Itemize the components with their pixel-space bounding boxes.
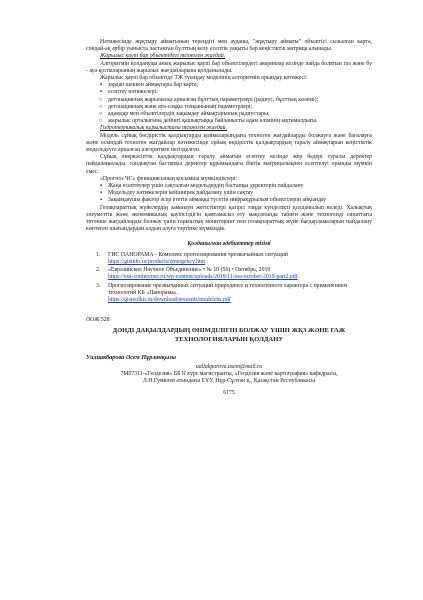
references-heading: Қолданылған әдебиеттер тізімі bbox=[187, 241, 271, 248]
references-list bbox=[86, 252, 372, 304]
list-item-text: детонациялық және ауа-соққы толқынының параметрлері; bbox=[108, 103, 253, 110]
reference-text: «Евразийское Научное Объединение» • № 10 (56) • Октябрь, 2019 bbox=[108, 267, 271, 274]
list-item-text: адамдар мен объектілердің зақымдау аймақтарының радиустары; bbox=[108, 111, 270, 118]
square-bullet-icon: ▪ bbox=[100, 89, 103, 96]
author-name: Уалиакбарова Әсем Нұрланқызы bbox=[86, 353, 176, 361]
square-bullet-icon: ▪ bbox=[100, 82, 103, 89]
list-item bbox=[86, 97, 372, 104]
reference-link[interactable]: https://esa-conference.ru/wp-content/uploads/2019/11/esa-october-2019-part2.pdf bbox=[108, 274, 298, 281]
explosion-sub-list bbox=[86, 97, 372, 126]
explosion-bullet-list bbox=[86, 82, 372, 96]
reference-link[interactable]: https://gistoolkit.ru/download/prezents/modelchs.pdf bbox=[108, 296, 231, 303]
paragraph: Геоақпараттық жүйелердің заманауи жетістіктері қазіргі таңда күнделікті қолданылып келеді. Халықтық әлеуметтік және экономикалық қауіпсіздігін қамтамасыз ету мақсатында табиғи және техногенді сипаттағы төтенше жағдайларды болжау үшін ғарыштық мониторинг пен геоақпараттық жүйе бағдарламаларын пайдалану көптеген шығындардан алдын алуға тәртіпке мүмкіндік. bbox=[86, 204, 372, 233]
reference-link[interactable]: https://gisinfo.ru/products/emergency.htm bbox=[108, 258, 206, 265]
circle-bullet-icon: ○ bbox=[99, 96, 103, 103]
list-item-text: зардап шеккен аймақтары бар карта; bbox=[108, 82, 199, 89]
udk-code: ӘОЖ 528 bbox=[86, 317, 110, 324]
page-content bbox=[86, 39, 372, 397]
circle-bullet-icon: ○ bbox=[99, 111, 103, 118]
paragraph: Нәтижесінде жұқтыру аймағының тереңдігі мен ауданы, "жұқтыру аймағы" объектісі сызылған карта, сондай-ақ әрбір уыныста ластанған бүлттың келу есептік уақыты бар кеңістіктік матрица алынады. bbox=[86, 39, 372, 53]
reference-number: 3. bbox=[96, 282, 101, 289]
paragraph: Жарылыс қаупі бар объектіде ТЖ туындау моделінің алгоритмін орындау нәтижесі: bbox=[100, 75, 308, 82]
circle-bullet-icon: ○ bbox=[99, 118, 103, 125]
list-item-text: есептеу нәтижелері: bbox=[108, 89, 158, 96]
author-email[interactable]: ualiakparova.asem@mail.ru bbox=[195, 363, 263, 370]
prognoz-bullet-list bbox=[86, 183, 372, 205]
section-heading-hydro: Гидротехникалық құрылыстағы техноген жағдай. bbox=[100, 125, 228, 132]
paragraph: Модель сұйық бөгдірістік қалдықтарды қоймаларындағы техноген жағдайларды болжауға және бағалауға және осындай техноген жағдайлар нәтижесінде сұйық өндірістік қалдықтардың таралу аймақтарын кеңістіктік модельдеуге арналған алгоритмге негізделген. bbox=[86, 132, 372, 154]
reference-number: 1. bbox=[96, 251, 101, 258]
reference-item bbox=[86, 283, 372, 305]
list-item bbox=[86, 118, 372, 125]
reference-item bbox=[86, 252, 372, 266]
reference-text: Прогнозирование чрезвычайных ситуаций природного и техногенного характера с применением технологий КБ «Панорама». bbox=[108, 282, 348, 296]
section-heading-explosion: Жарылыс қаупі бар объектідегі техноген жағдай. bbox=[100, 53, 226, 60]
reference-number: 2. bbox=[96, 267, 101, 274]
circle-bullet-icon: ○ bbox=[99, 103, 103, 110]
paragraph: Сұйық өнеркәсіптік қалдықтардың таралу аймағын есептеу кезінде жер бедері туралы деректер пайдаланылады, сондықтан бастапқы деректер құрамындағы біктік матрицалықпен есептелуі орынды мүмкін емес. bbox=[86, 154, 372, 175]
list-item bbox=[86, 197, 372, 204]
reference-item bbox=[86, 267, 372, 281]
square-bullet-icon: ▪ bbox=[100, 197, 103, 204]
paragraph: Алгоритмін қолдануды анық жарылыс қаупі бар объектілердегі авариялар кезінде пайда болатын газ және бу - ауа қоспаларының жарылыс жағдайларына қолданылады. bbox=[86, 60, 372, 74]
square-bullet-icon: ▪ bbox=[100, 190, 103, 197]
list-item bbox=[86, 89, 372, 96]
list-item bbox=[86, 104, 372, 111]
paragraph: «Прогноз ЧС» функциясының қосымша мүмкіндіктері: bbox=[100, 175, 238, 182]
list-item-text: детонациялық жарылысқа арналған бұлттың параметрлері (радиус, бұлттың көлемі); bbox=[108, 96, 319, 103]
square-bullet-icon: ▪ bbox=[100, 183, 103, 190]
article-title: ДӘНДІ ДАҚЫЛДАРДЫҢ ӨНІМДІЛІГІН БОЛЖАУ ҮШІН ЖҚЗ ЖӘНЕ ГАЖ ТЕХНОЛОГИЯЛАРЫН ҚОЛДАНУ bbox=[112, 327, 346, 343]
list-item-text: Жаңа есептеулер үшін сақталған модельдердің бастапқы деректерін пайдалану bbox=[108, 183, 304, 190]
reference-text: ГИС ПАНОРАМА - Комплекс прогнозирования чрезвычайных ситуаций bbox=[108, 251, 288, 258]
list-item-text: Модельдеу нәтижелерін кейіннірек пайдалану үшін сақтау bbox=[108, 190, 253, 197]
affiliation-line: Л.Н.Гумилев атындағы ЕҰУ, Нұр-Сұлтан қ., Қазақстан Республикасы bbox=[142, 378, 316, 385]
list-item-text: жарылыс орталығына дейінгі қашықтыққа байланысты адам өлімінің ықтималдығы. bbox=[108, 118, 318, 125]
affiliation-line: 7М07311-«Геодезия» ББ II курс магистранты, «Геодезия және картография» кафедрасы, bbox=[120, 371, 338, 378]
page-number: 6175 bbox=[223, 389, 235, 396]
list-item-text: Зақымдаушы фактор әсер ететін аймаққа түсетін инфрақұрылым объектілерін айқындау bbox=[108, 197, 327, 204]
list-item bbox=[86, 82, 372, 89]
